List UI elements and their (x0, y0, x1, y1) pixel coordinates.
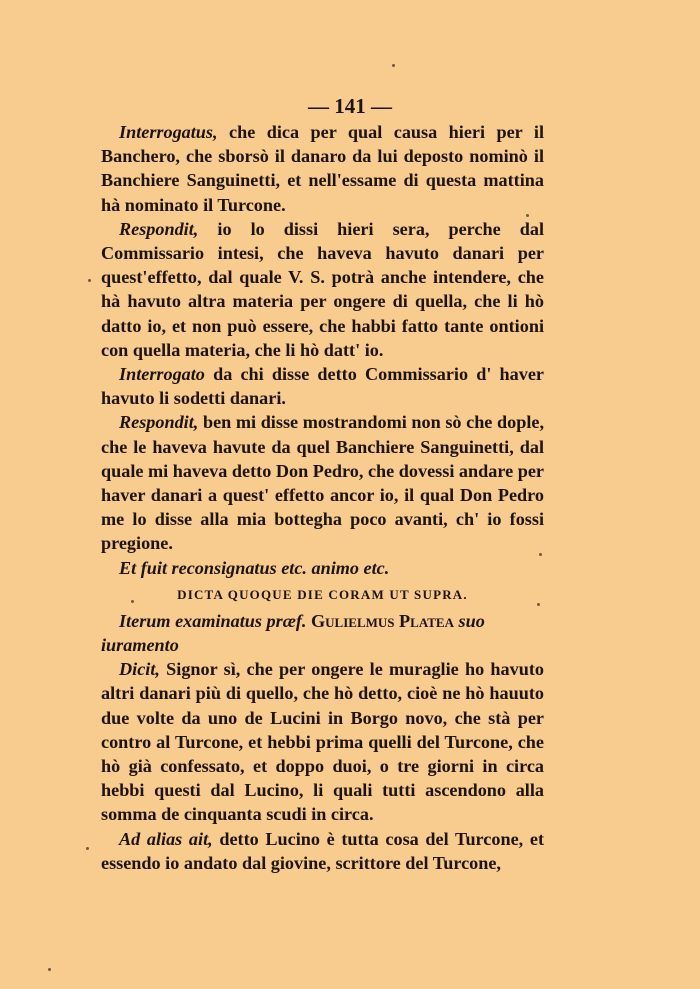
speck (88, 279, 91, 282)
speck (392, 64, 395, 67)
paragraph-lead: Respondit, (119, 218, 199, 239)
closing-line: Et fuit reconsignatus etc. animo etc. (119, 557, 390, 578)
paragraph-lead: Respondit, (119, 412, 199, 433)
paragraph (101, 217, 544, 362)
speck (526, 214, 529, 217)
section-caption: DICTA QUOQUE DIE CORAM UT SUPRA. (177, 586, 468, 602)
speck (48, 968, 51, 971)
paragraph-text: detto Lucino è tutta cosa del Turcone, et essendo io andato dal giovine, scrittore del Turcone, (101, 828, 544, 873)
paragraph-lead: Ad alias ait, (119, 828, 213, 849)
paragraph-text: Signor sì, che per ongere le muraglie ho havuto altri danari più di quello, che hò detto, cioè ne hò hauuto due volte da uno de Lucini in Borgo novo, che stà per contro al Turcone, et hebbi prima quelli del Turcone, che hò già confessato, et doppo duoi, o tre giorni in circa hebbi questi dal Lucino, li quali tutti ascendono alla somma de cinquanta scudi in circa. (101, 659, 544, 825)
paragraph (101, 120, 544, 217)
paragraph (101, 657, 544, 826)
speck (539, 553, 542, 556)
page-number: — 141 — (308, 94, 392, 118)
paragraph-lead: Interrogatus, (119, 122, 218, 142)
speck (86, 847, 89, 850)
iterum-tail: suo iuramento (101, 610, 485, 656)
paragraph-lead: Dicit, (119, 659, 160, 680)
paragraph (101, 362, 544, 410)
body-text (101, 120, 544, 875)
paragraph (101, 410, 544, 555)
paragraph-lead: Interrogato (119, 364, 205, 385)
paragraph (101, 827, 544, 875)
paragraph-text: ben mi disse mostrandomi non sò che dople, che le haveva havute da quel Banchiere Sanguinetti, dal quale mi haveva detto Don Pedro, che dovessi andare per haver danari a quest' effetto ancor io, il qual Don Pedro me lo disse alla mia bottegha poco avanti, ch' io fossi pregione. (101, 412, 544, 554)
speck (131, 600, 134, 603)
iterum-line (101, 609, 544, 657)
speck (537, 603, 540, 606)
person-name: Gulielmus Platea (311, 610, 454, 631)
paragraph-text: io lo dissi hieri sera, perche dal Commissario intesi, che haveva havuto danari per quest'effetto, dal quale V. S. potrà anche intendere, che hà havuto altra materia per ongere di quella, che li hò datto io, et non può essere, che habbi fatto tante ontioni con quella materia, che li hò datt' io. (101, 218, 544, 360)
paragraph-text: che dica per qual causa hieri per il Banchero, che sborsò il danaro da lui deposto nominò il Banchiere Sanguinetti, et nell'essame di questa mattina hà nominato il Turcone. (101, 122, 544, 215)
iterum-lead: Iterum examinatus præf. (119, 610, 307, 631)
paragraph-text: da chi disse detto Commissario d' haver havuto li sodetti danari. (101, 364, 544, 409)
